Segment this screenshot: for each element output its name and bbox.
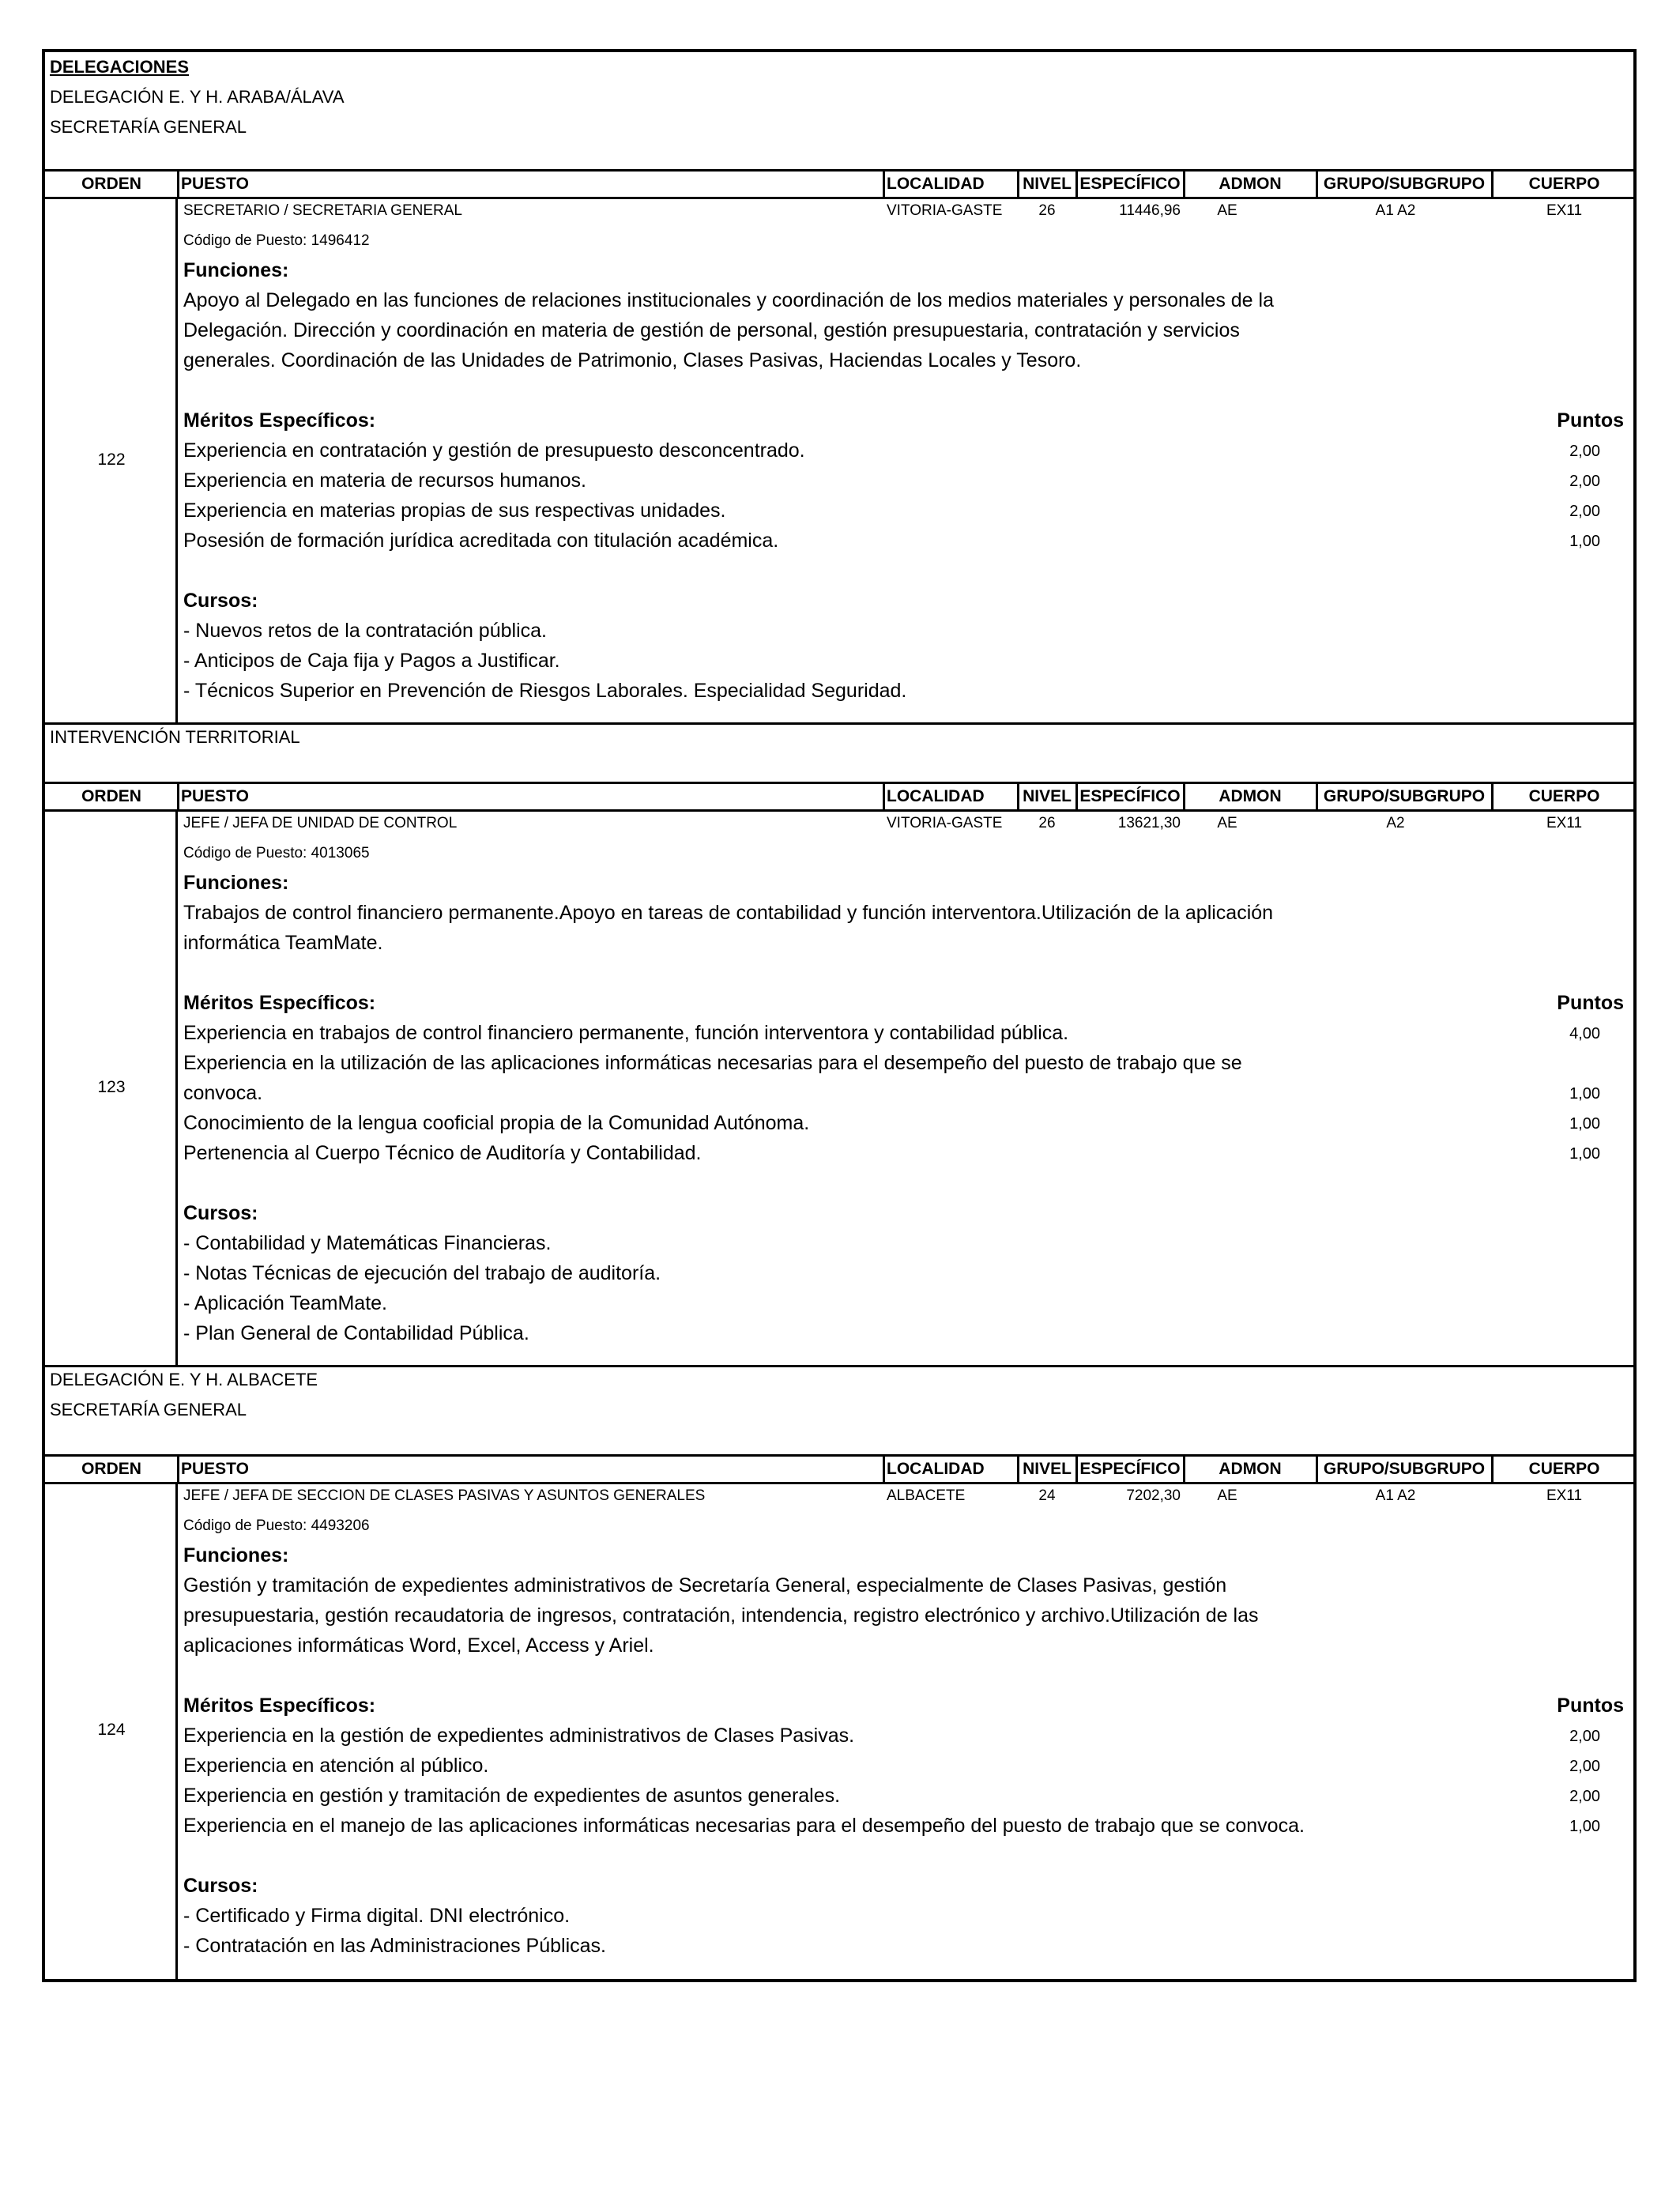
funciones-heading: Funciones: (183, 259, 289, 281)
merito-puntos: 1,00 (1569, 1085, 1600, 1103)
column-header: CUERPO (1528, 175, 1600, 193)
divider (45, 722, 1633, 725)
unit-heading (45, 1367, 1633, 1454)
column-header: LOCALIDAD (887, 1460, 985, 1478)
column-header: ORDEN (81, 175, 141, 193)
merito-puntos: 2,00 (1569, 1728, 1600, 1745)
puntos-heading: Puntos (1557, 992, 1624, 1014)
cuerpo: EX11 (1546, 202, 1583, 219)
puesto-name: SECRETARIO / SECRETARIA GENERAL (183, 202, 462, 219)
column-header: ADMON (1219, 1460, 1282, 1478)
merito-puntos: 2,00 (1569, 1788, 1600, 1805)
column-separator (1316, 172, 1318, 197)
unit-heading (45, 724, 1633, 782)
column-separator (1183, 784, 1185, 809)
nivel: 26 (1038, 202, 1056, 219)
curso-line: - Nuevos retos de la contratación pública. (183, 620, 547, 642)
puesto-name: JEFE / JEFA DE SECCION DE CLASES PASIVAS Y ASUNTOS GENERALES (183, 1487, 706, 1504)
cursos-heading: Cursos: (183, 1875, 258, 1897)
orden-number: 123 (97, 1078, 126, 1096)
curso-line: - Técnicos Superior en Prevención de Riesgos Laborales. Especialidad Seguridad. (183, 680, 907, 702)
column-header: GRUPO/SUBGRUPO (1323, 1460, 1486, 1478)
column-header-row (45, 1454, 1633, 1484)
merito-puntos: 1,00 (1569, 1818, 1600, 1835)
merito-puntos: 1,00 (1569, 533, 1600, 550)
column-header: ORDEN (81, 787, 141, 805)
merito-puntos: 2,00 (1569, 443, 1600, 460)
unit-heading-line: DELEGACIÓN E. Y H. ALBACETE (50, 1370, 318, 1389)
funciones-line: Gestión y tramitación de expedientes administrativos de Secretaría General, especialmente de Clases Pasivas, gestión (183, 1574, 1227, 1596)
column-header: LOCALIDAD (887, 175, 985, 193)
column-separator (1183, 172, 1185, 197)
column-separator (1075, 172, 1078, 197)
funciones-line: Delegación. Dirección y coordinación en materia de gestión de personal, gestión presupuestaria, contratación y servicios (183, 319, 1240, 341)
orden-number: 124 (97, 1721, 126, 1739)
column-separator (1017, 784, 1019, 809)
curso-line: - Contabilidad y Matemáticas Financieras. (183, 1232, 552, 1254)
column-header: GRUPO/SUBGRUPO (1323, 175, 1486, 193)
meritos-heading: Méritos Específicos: (183, 409, 376, 432)
admon: AE (1217, 202, 1237, 219)
job-posting (45, 1484, 1633, 1979)
puntos-heading: Puntos (1557, 1695, 1624, 1717)
merito-line: Posesión de formación jurídica acreditada con titulación académica. (183, 530, 779, 552)
column-separator (1017, 1457, 1019, 1482)
funciones-line: presupuestaria, gestión recaudatoria de ingresos, contratación, intendencia, registro electrónico y archivo.Utilización de las (183, 1604, 1259, 1627)
cuerpo: EX11 (1546, 815, 1583, 831)
merito-line: Experiencia en trabajos de control financiero permanente, función interventora y contabilidad pública. (183, 1022, 1069, 1044)
column-separator (177, 1457, 179, 1482)
merito-line: Experiencia en la utilización de las aplicaciones informáticas necesarias para el desempeño del puesto de trabajo que se (183, 1052, 1242, 1074)
column-header: PUESTO (181, 787, 249, 805)
job-posting (45, 199, 1633, 724)
column-header: NIVEL (1023, 1460, 1072, 1478)
funciones-line: Apoyo al Delegado en las funciones de relaciones institucionales y coordinación de los medios materiales y personales de la (183, 289, 1274, 311)
codigo-puesto: Código de Puesto: 1496412 (183, 232, 370, 249)
localidad: VITORIA-GASTE (887, 815, 1003, 831)
funciones-heading: Funciones: (183, 872, 289, 894)
puesto-name: JEFE / JEFA DE UNIDAD DE CONTROL (183, 815, 458, 831)
column-header: ESPECÍFICO (1079, 1460, 1181, 1478)
funciones-line: generales. Coordinación de las Unidades de Patrimonio, Clases Pasivas, Haciendas Locales y Tesoro. (183, 349, 1082, 371)
puntos-heading: Puntos (1557, 409, 1624, 432)
admon: AE (1217, 1487, 1237, 1504)
localidad: VITORIA-GASTE (887, 202, 1003, 219)
unit-heading-line: SECRETARÍA GENERAL (50, 117, 247, 137)
merito-line: Experiencia en materias propias de sus respectivas unidades. (183, 499, 726, 522)
funciones-line: informática TeamMate. (183, 932, 383, 954)
unit-heading-line: SECRETARÍA GENERAL (50, 1400, 247, 1419)
cursos-heading: Cursos: (183, 1202, 258, 1224)
column-separator (177, 172, 179, 197)
column-header: GRUPO/SUBGRUPO (1323, 787, 1486, 805)
orden-number: 122 (97, 450, 126, 469)
curso-line: - Certificado y Firma digital. DNI electrónico. (183, 1905, 571, 1927)
merito-line: convoca. (183, 1082, 263, 1104)
document-frame (42, 49, 1637, 1982)
column-header: ESPECÍFICO (1079, 175, 1181, 193)
column-header: PUESTO (181, 1460, 249, 1478)
column-separator (1075, 784, 1078, 809)
column-separator (883, 172, 885, 197)
especifico: 13621,30 (1117, 815, 1181, 831)
divider (45, 1365, 1633, 1367)
unit-heading (45, 52, 1633, 169)
column-separator (1183, 1457, 1185, 1482)
column-separator (1491, 784, 1494, 809)
merito-line: Experiencia en atención al público. (183, 1755, 489, 1777)
nivel: 24 (1038, 1487, 1056, 1504)
curso-line: - Anticipos de Caja fija y Pagos a Justificar. (183, 650, 560, 672)
merito-line: Conocimiento de la lengua cooficial propia de la Comunidad Autónoma. (183, 1112, 810, 1134)
column-separator (1017, 172, 1019, 197)
admon: AE (1217, 815, 1237, 831)
job-posting (45, 812, 1633, 1367)
curso-line: - Notas Técnicas de ejecución del trabajo de auditoría. (183, 1262, 661, 1284)
column-header: LOCALIDAD (887, 787, 985, 805)
column-separator (1316, 1457, 1318, 1482)
column-header: NIVEL (1023, 787, 1072, 805)
merito-line: Experiencia en gestión y tramitación de expedientes de asuntos generales. (183, 1785, 841, 1807)
merito-line: Experiencia en el manejo de las aplicaciones informáticas necesarias para el desempeño del puesto de trabajo que se convoca. (183, 1815, 1305, 1837)
curso-line: - Plan General de Contabilidad Pública. (183, 1322, 529, 1344)
column-header-row (45, 169, 1633, 199)
merito-puntos: 4,00 (1569, 1025, 1600, 1042)
merito-line: Experiencia en contratación y gestión de presupuesto desconcentrado. (183, 439, 805, 462)
especifico: 7202,30 (1126, 1487, 1181, 1504)
codigo-puesto: Código de Puesto: 4493206 (183, 1517, 370, 1534)
merito-line: Experiencia en materia de recursos humanos. (183, 469, 586, 492)
section-title: DELEGACIONES (50, 57, 190, 77)
merito-puntos: 2,00 (1569, 473, 1600, 490)
column-header: PUESTO (181, 175, 249, 193)
column-separator (1491, 1457, 1494, 1482)
cuerpo: EX11 (1546, 1487, 1583, 1504)
unit-heading-line: INTERVENCIÓN TERRITORIAL (50, 727, 300, 747)
grupo-subgrupo: A1 A2 (1375, 1487, 1416, 1504)
column-header: ORDEN (81, 1460, 141, 1478)
column-header: ADMON (1219, 787, 1282, 805)
column-separator (177, 784, 179, 809)
funciones-heading: Funciones: (183, 1544, 289, 1566)
funciones-line: aplicaciones informáticas Word, Excel, Access y Ariel. (183, 1634, 654, 1657)
column-separator (883, 784, 885, 809)
column-header: CUERPO (1528, 1460, 1600, 1478)
localidad: ALBACETE (887, 1487, 966, 1504)
merito-puntos: 2,00 (1569, 503, 1600, 520)
column-separator (1316, 784, 1318, 809)
column-separator (1491, 172, 1494, 197)
especifico: 11446,96 (1119, 202, 1181, 219)
column-header: ESPECÍFICO (1079, 787, 1181, 805)
merito-line: Experiencia en la gestión de expedientes administrativos de Clases Pasivas. (183, 1725, 855, 1747)
merito-line: Pertenencia al Cuerpo Técnico de Auditoría y Contabilidad. (183, 1142, 702, 1164)
grupo-subgrupo: A1 A2 (1375, 202, 1416, 219)
column-header: CUERPO (1528, 787, 1600, 805)
merito-puntos: 2,00 (1569, 1758, 1600, 1775)
funciones-line: Trabajos de control financiero permanente.Apoyo en tareas de contabilidad y función interventora.Utilización de la aplicación (183, 902, 1274, 924)
nivel: 26 (1038, 815, 1056, 831)
column-header: ADMON (1219, 175, 1282, 193)
meritos-heading: Méritos Específicos: (183, 1695, 376, 1717)
column-separator (1075, 1457, 1078, 1482)
meritos-heading: Méritos Específicos: (183, 992, 376, 1014)
curso-line: - Aplicación TeamMate. (183, 1292, 387, 1314)
column-header: NIVEL (1023, 175, 1072, 193)
merito-puntos: 1,00 (1569, 1145, 1600, 1163)
grupo-subgrupo: A2 (1386, 815, 1405, 831)
merito-puntos: 1,00 (1569, 1115, 1600, 1133)
column-header-row (45, 782, 1633, 812)
cursos-heading: Cursos: (183, 590, 258, 612)
curso-line: - Contratación en las Administraciones Públicas. (183, 1935, 606, 1957)
unit-heading-line: DELEGACIÓN E. Y H. ARABA/ÁLAVA (50, 87, 345, 107)
codigo-puesto: Código de Puesto: 4013065 (183, 845, 370, 861)
column-separator (883, 1457, 885, 1482)
